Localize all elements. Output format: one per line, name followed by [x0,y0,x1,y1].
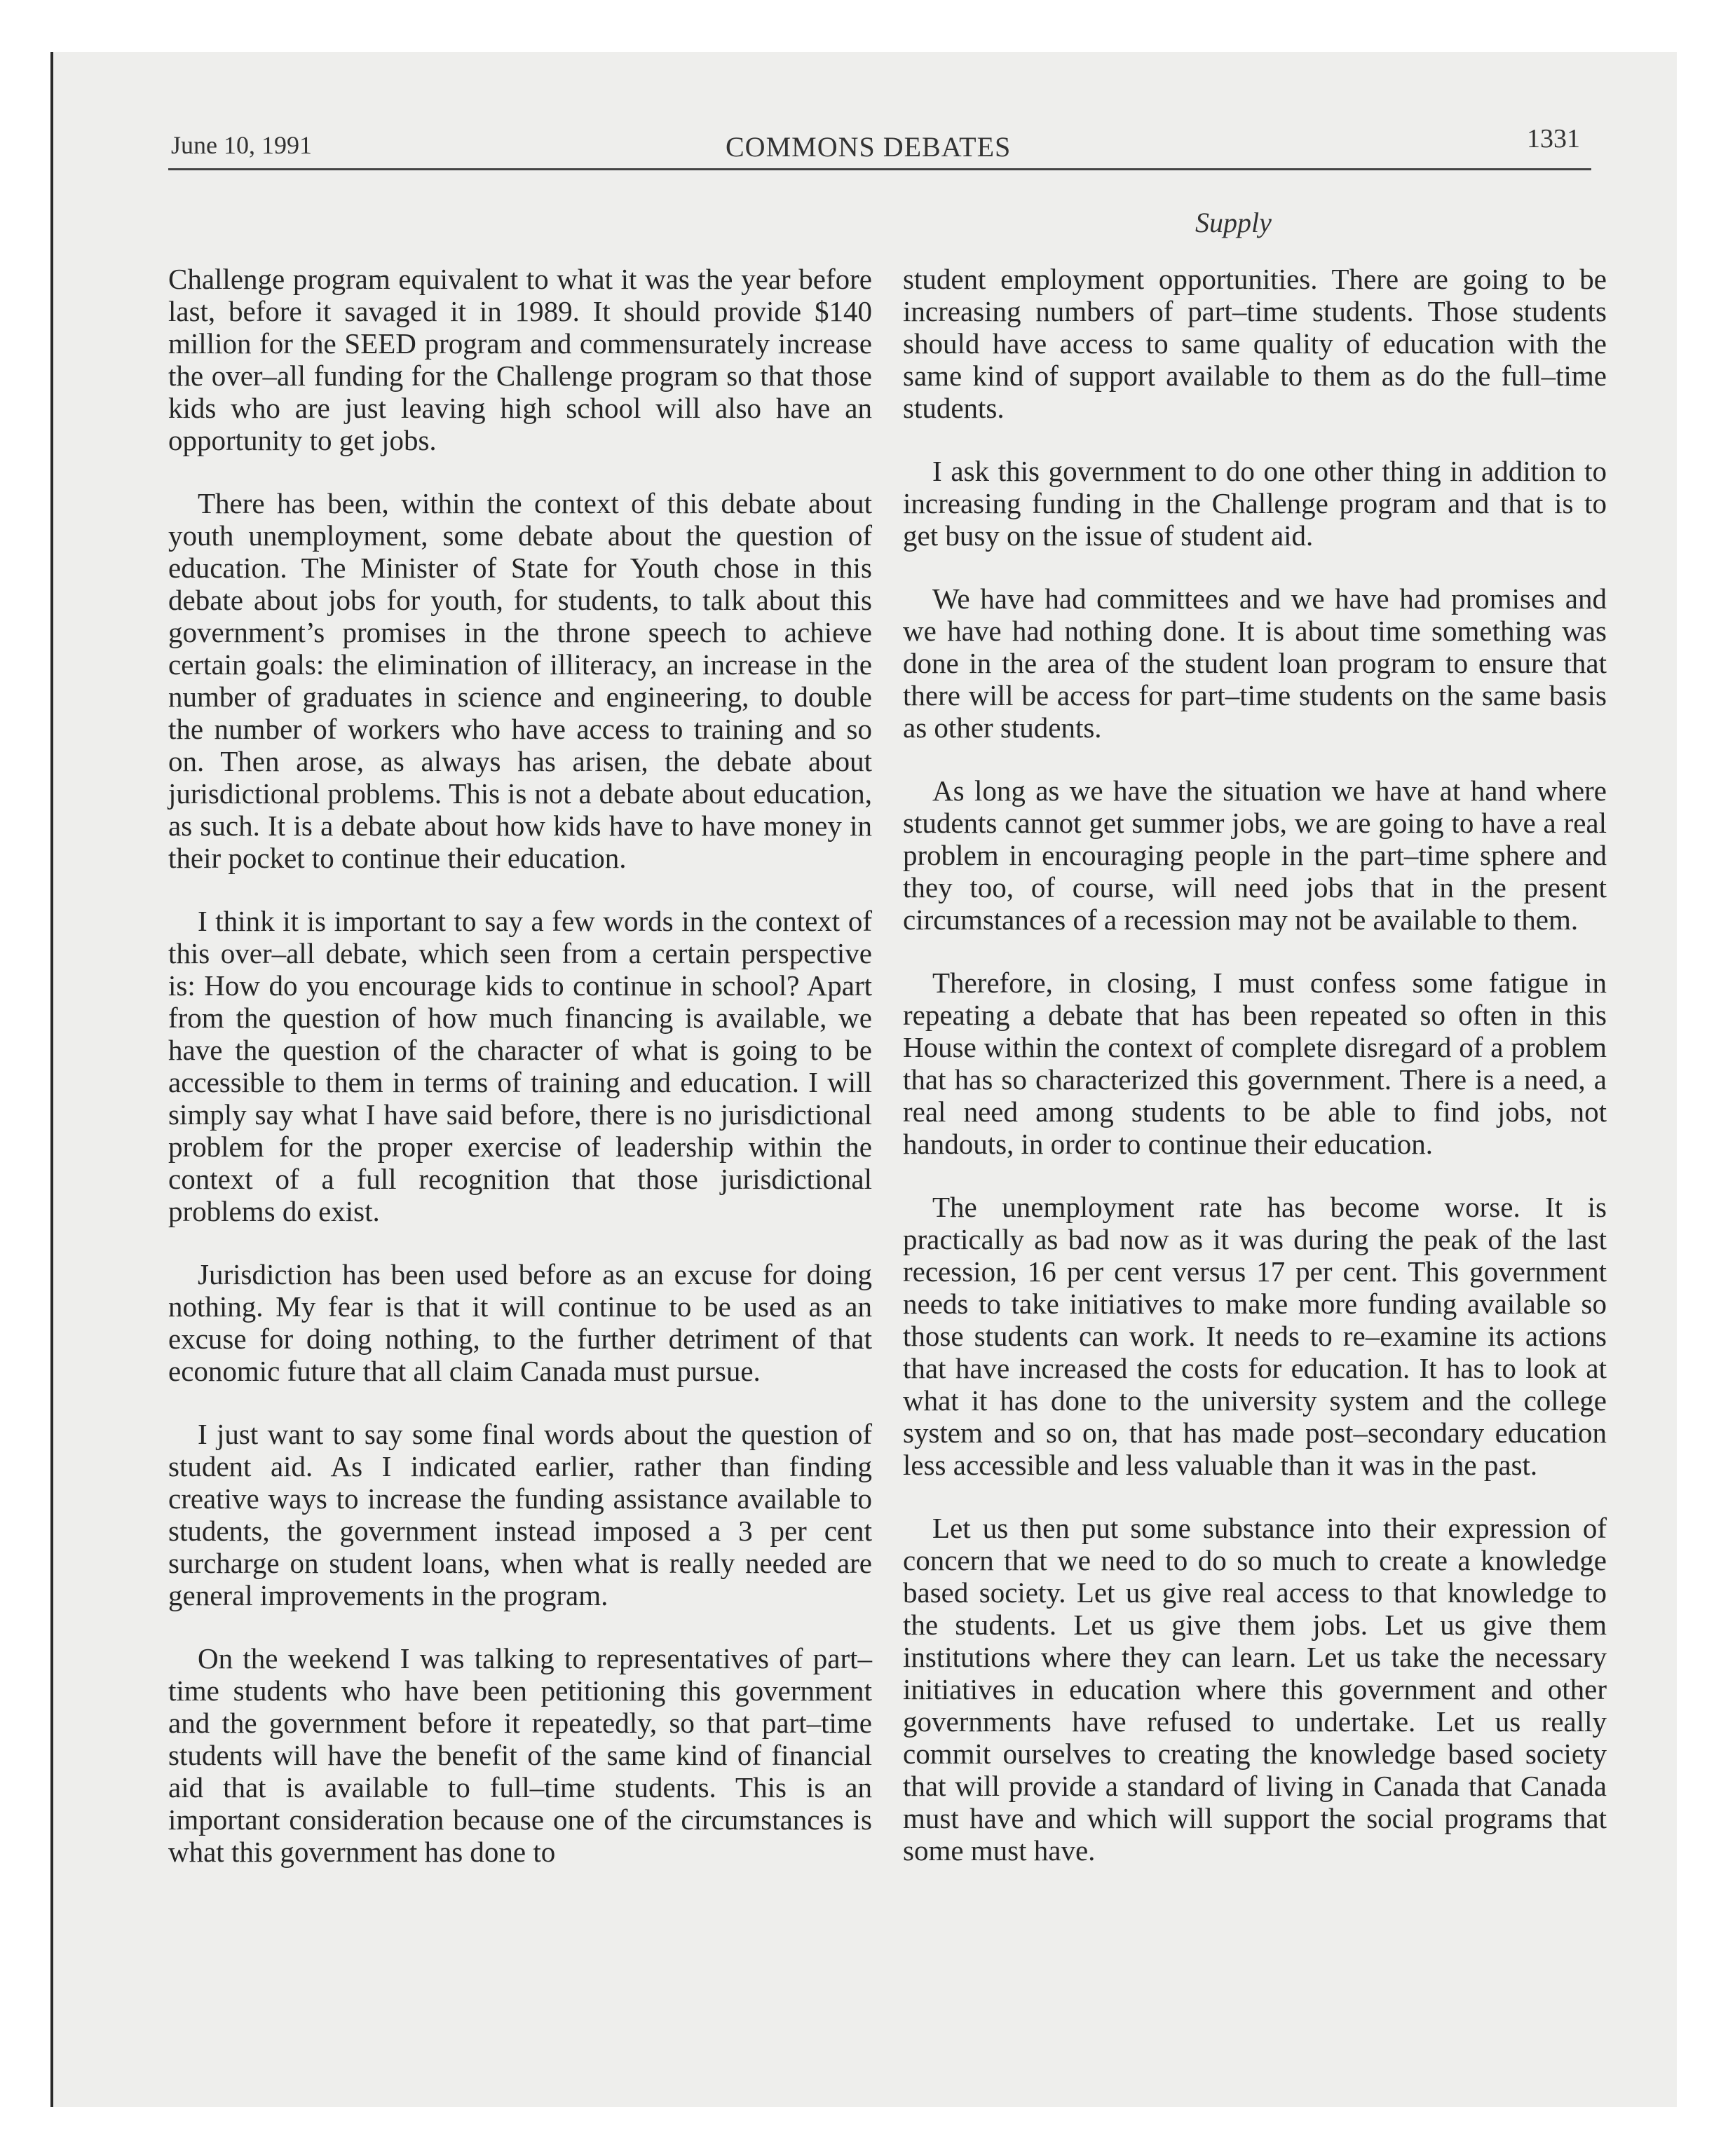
paragraph: Jurisdiction has been used before as an excuse for doing nothing. My fear is that it will continue to be used as an excuse for doing nothing, to the further detriment of that economic future that all claim Canada must pursue. [168,1258,872,1387]
paragraph: I just want to say some final words about the question of student aid. As I indicated earlier, rather than finding creative ways to increase the funding assistance available to students, the government instead imposed a 3 per cent surcharge on student loans, when what is really needed are general improvements in the program. [168,1418,872,1611]
right-column [903,263,1607,1897]
header-rule [168,168,1591,170]
paragraph: We have had committees and we have had promises and we have had nothing done. It is about time something was done in the area of the student loan program to ensure that there will be access for part–time students on the same basis as other students. [903,582,1607,744]
paragraph: On the weekend I was talking to representatives of part–time students who have been petitioning this government and the government before it repeatedly, so that part–time students will have the benefit of the same kind of financial aid that is available to full–time students. This is an important consideration because one of the circumstances is what this government has done to [168,1642,872,1868]
paragraph: Therefore, in closing, I must confess some fatigue in repeating a debate that has been repeated so often in this House within the context of complete disregard of a problem that has so characterized this government. There is a need, a real need among students to be able to find jobs, not handouts, in order to continue their education. [903,967,1607,1160]
header-date: June 10, 1991 [171,131,312,159]
paragraph: student employment opportunities. There are going to be increasing numbers of part–time students. Those students should have access to same quality of education with the same kind of support available to them as do the full–time students. [903,263,1607,424]
header-title: COMMONS DEBATES [726,131,1012,163]
paragraph: As long as we have the situation we have at hand where students cannot get summer jobs, we are going to have a real problem in encouraging people in the part–time sphere and they too, of course, will need jobs that in the present circumstances of a recession may not be available to them. [903,775,1607,936]
paragraph: I ask this government to do one other thing in addition to increasing funding in the Challenge program and that is to get busy on the issue of student aid. [903,455,1607,552]
paragraph: Challenge program equivalent to what it was the year before last, before it savaged it in 1989. It should provide $140 million for the SEED program and commensurately increase the over–all funding for the Challenge program so that those kids who are just leaving high school will also have an opportunity to get jobs. [168,263,872,456]
section-title: Supply [1195,207,1272,238]
paragraph: The unemployment rate has become worse. It is practically as bad now as it was during the peak of the last recession, 16 per cent versus 17 per cent. This government needs to take initiatives to make more funding available so those students can work. It needs to re–examine its actions that have increased the costs for education. It has to look at what it has done to the university system and the college system and so on, that has made post–secondary education less accessible and less valuable than it was in the past. [903,1191,1607,1481]
paragraph: Let us then put some substance into their expression of concern that we need to do so much to create a knowledge based society. Let us give real access to that knowledge to the students. Let us give them jobs. Let us give them institutions where they can learn. Let us take the necessary initiatives in education where this government and other governments have refused to undertake. Let us really commit ourselves to creating the knowledge based society that will provide a standard of living in Canada that Canada must have and which will support the social programs that some must have. [903,1512,1607,1867]
paragraph: There has been, within the context of this debate about youth unemployment, some debate about the question of education. The Minister of State for Youth chose in this debate about jobs for youth, for students, to talk about this government’s promises in the throne speech to achieve certain goals: the elimination of illiteracy, an increase in the number of graduates in science and engineering, to double the number of workers who have access to training and so on. Then arose, as always has arisen, the debate about jurisdictional problems. This is not a debate about education, as such. It is a debate about how kids have to have money in their pocket to continue their education. [168,487,872,874]
page-binding-edge [50,52,53,2107]
page-number: 1331 [1527,124,1580,153]
left-column [168,263,872,1899]
paragraph: I think it is important to say a few words in the context of this over–all debate, which seen from a certain perspective is: How do you encourage kids to continue in school? Apart from the question of how much financing is available, we have the question of the character of what is going to be accessible to them in terms of training and education. I will simply say what I have said before, there is no jurisdictional problem for the proper exercise of leadership within the context of a full recognition that those jurisdictional problems do exist. [168,905,872,1227]
